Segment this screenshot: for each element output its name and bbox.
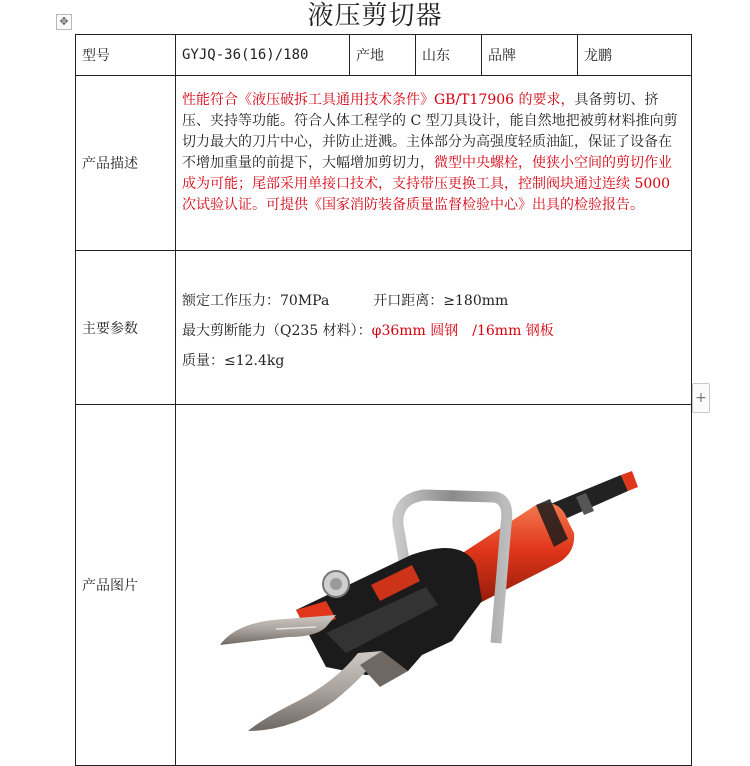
move-cross-icon: ✥ <box>59 15 69 28</box>
black-body <box>296 548 482 675</box>
params-line-1 <box>182 287 685 317</box>
page-title: 液压剪切器 <box>307 1 443 31</box>
product-spec-table <box>75 34 692 766</box>
description-text <box>176 76 692 251</box>
brand-value: 龙鹏 <box>578 35 692 76</box>
model-label: 型号 <box>76 35 176 76</box>
photo-label: 产品图片 <box>76 405 176 766</box>
hydraulic-cutter-photo <box>176 405 692 765</box>
weight-spec: 质量：≤12.4kg <box>182 353 285 369</box>
opening-spec: 开口距离：≥180mm <box>373 293 509 309</box>
origin-value: 山东 <box>416 35 482 76</box>
params-label: 主要参数 <box>76 251 176 405</box>
description-part-2: 具备剪切、挤压、夹持等功能。符合人体工程学的 C 型刀具设计，能自然地把被剪材料推向剪切力最大的刀片中心，并防止迸溅。主体部分为高强度轻质油缸，保证了设备在不增加重量的前提下，大幅增加剪切力， <box>182 92 678 171</box>
params-line-3 <box>182 347 685 377</box>
central-bolt <box>323 571 349 597</box>
cut-capacity-label: 最大剪断能力（Q235 材料）： <box>182 323 372 339</box>
cut-capacity-value: φ36mm 圆钢 /16mm 钢板 <box>371 323 554 339</box>
table-row-params <box>76 251 692 405</box>
description-part-3: 微型中央螺栓，使狭小空间的剪切作业成为可能；尾部采用单接口技术，支持带压更换工具，控制阀块通过连续 5000 次试验认证。可提供《国家消防装备质量监督检验中心》出具的检验报告。 <box>182 155 672 213</box>
params-line-2 <box>182 317 685 347</box>
plus-icon: + <box>695 390 707 406</box>
add-column-button[interactable] <box>692 383 710 413</box>
description-label: 产品描述 <box>76 76 176 251</box>
pressure-spec: 额定工作压力：70MPa <box>182 293 330 309</box>
table-row-photo <box>76 405 692 766</box>
description-part-1: 性能符合《液压破拆工具通用技术条件》GB/T17906 的要求， <box>182 92 575 108</box>
table-row-model <box>76 35 692 76</box>
origin-label: 产地 <box>350 35 416 76</box>
brand-label: 品牌 <box>482 35 578 76</box>
table-row-description <box>76 76 692 251</box>
model-value: GYJQ-36(16)/180 <box>176 35 350 76</box>
params-block <box>176 251 692 405</box>
product-photo-cell <box>176 405 692 766</box>
